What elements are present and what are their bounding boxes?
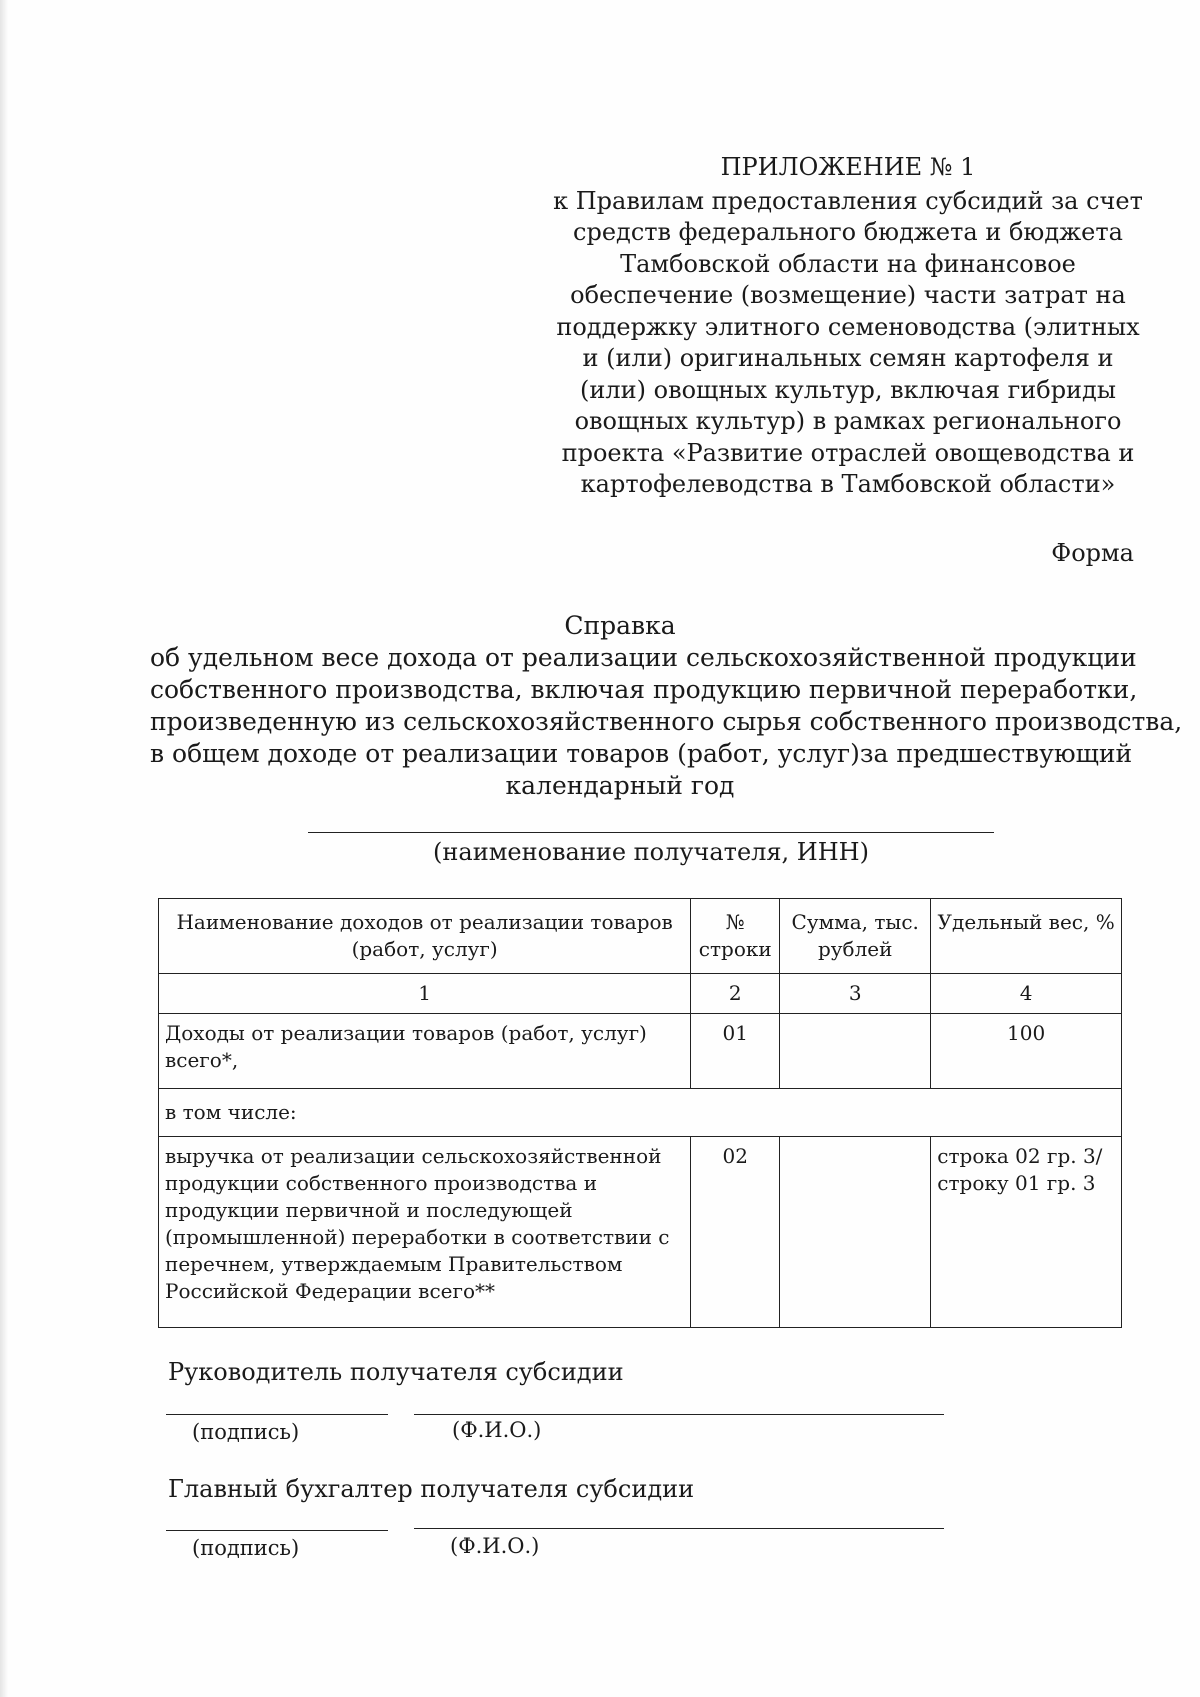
title-line: произведенную из сельскохозяйственного сырья собственного производства, (150, 707, 1183, 736)
column-number: 1 (159, 974, 691, 1014)
table-header-row (159, 899, 1122, 974)
head-signature-caption: (подпись) (192, 1420, 300, 1444)
header-line-number: № строки (691, 899, 780, 974)
recipient-input-line[interactable] (308, 832, 994, 833)
row-sum-cell[interactable] (780, 1137, 931, 1328)
title-heading: Справка (564, 611, 676, 640)
accountant-signature-title: Главный бухгалтер получателя субсидии (168, 1475, 695, 1503)
column-number: 3 (780, 974, 931, 1014)
accountant-name-caption: (Ф.И.О.) (450, 1534, 540, 1558)
row-sum-cell[interactable] (780, 1014, 931, 1089)
head-signature-title: Руководитель получателя субсидии (168, 1358, 624, 1386)
appendix-heading: ПРИЛОЖЕНИЕ № 1 (720, 153, 976, 181)
head-name-caption: (Ф.И.О.) (452, 1418, 542, 1442)
appendix-line: Тамбовской области на финансовое (620, 249, 1076, 278)
document-title (150, 610, 1183, 802)
row-share: 100 (931, 1014, 1122, 1089)
title-line: об удельном весе дохода от реализации сельскохозяйственной продукции (150, 643, 1137, 672)
appendix-line: проекта «Развитие отраслей овощеводства и (561, 438, 1135, 467)
form-label: Форма (1051, 539, 1134, 567)
table-row (159, 1014, 1122, 1089)
scan-edge (0, 0, 8, 1697)
appendix-line: картофелеводства в Тамбовской области» (580, 470, 1116, 498)
row-income-name: Доходы от реализации товаров (работ, услуг) всего*, (159, 1014, 691, 1089)
appendix-line: (или) овощных культур, включая гибриды (580, 375, 1116, 404)
appendix-line: к Правилам предоставления субсидий за счет (553, 186, 1143, 215)
row-income-name: выручка от реализации сельскохозяйственной продукции собственного производства и продукции первичной и последующей (промышленной) переработки в соответствии с перечнем, утверждаемым Правительством Российской Федерации всего** (159, 1137, 691, 1328)
appendix-line: и (или) оригинальных семян картофеля и (582, 344, 1114, 372)
header-sum: Сумма, тыс. рублей (780, 899, 931, 974)
appendix-line: поддержку элитного семеноводства (элитных (556, 312, 1140, 341)
row-line-number: 01 (691, 1014, 780, 1089)
appendix-block (548, 152, 1148, 501)
title-line: собственного производства, включая продукцию первичной переработки, (150, 675, 1138, 704)
header-income-name: Наименование доходов от реализации товаров (работ, услуг) (159, 899, 691, 974)
row-share: строка 02 гр. 3/ строку 01 гр. 3 (931, 1137, 1122, 1328)
accountant-signature-caption: (подпись) (192, 1536, 300, 1560)
column-number: 2 (691, 974, 780, 1014)
column-number-row (159, 974, 1122, 1014)
income-table (158, 898, 1122, 1328)
head-signature-line[interactable] (166, 1414, 388, 1415)
accountant-name-line[interactable] (414, 1528, 944, 1529)
row-line-number: 02 (691, 1137, 780, 1328)
row-subheading: в том числе: (159, 1089, 1122, 1137)
accountant-signature-line[interactable] (166, 1530, 388, 1531)
head-name-line[interactable] (414, 1414, 944, 1415)
recipient-caption: (наименование получателя, ИНН) (433, 838, 869, 866)
table-row (159, 1137, 1122, 1328)
header-share: Удельный вес, % (931, 899, 1122, 974)
title-line: в общем доходе от реализации товаров (работ, услуг)за предшествующий (150, 739, 1133, 768)
table-row (159, 1089, 1122, 1137)
appendix-line: овощных культур) в рамках регионального (574, 407, 1122, 435)
column-number: 4 (931, 974, 1122, 1014)
appendix-line: средств федерального бюджета и бюджета (573, 218, 1123, 246)
title-line: календарный год (505, 771, 735, 800)
appendix-line: обеспечение (возмещение) части затрат на (570, 281, 1126, 309)
